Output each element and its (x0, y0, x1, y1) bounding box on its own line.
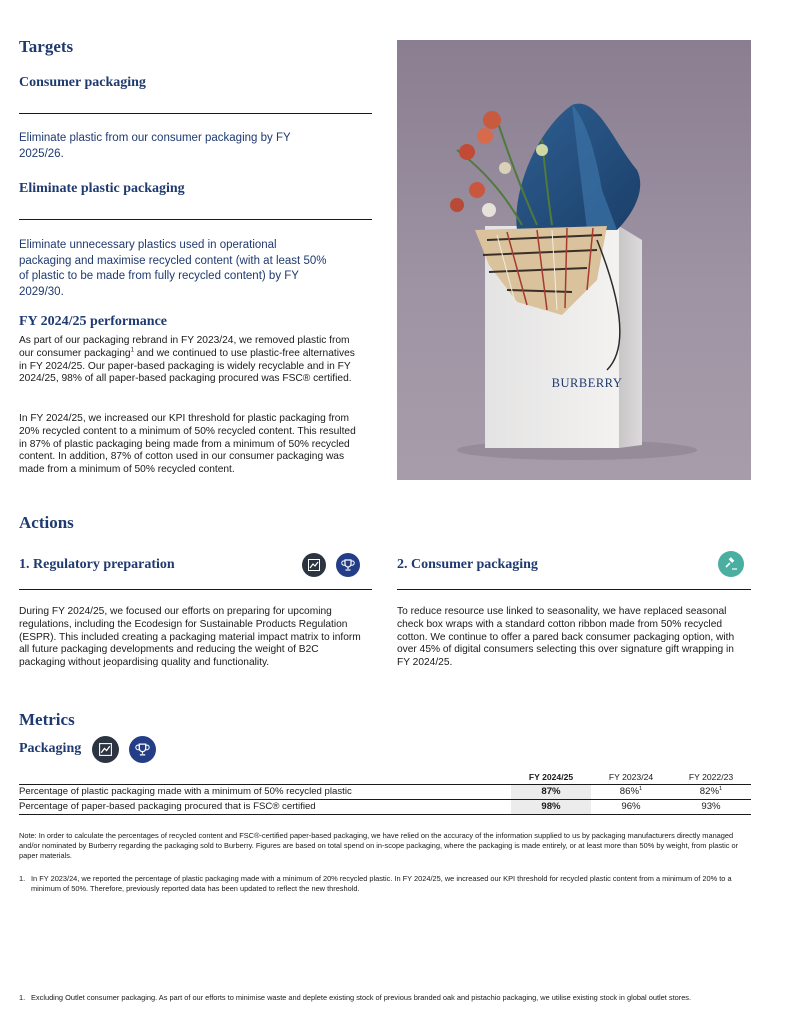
footnote-number: 1. (19, 993, 26, 1002)
table-header-fy2324: FY 2023/24 (608, 771, 654, 782)
consumer-packaging-target-title: Consumer packaging (19, 75, 146, 90)
trophy-icon (336, 553, 360, 577)
product-photo (397, 40, 751, 480)
table-header-fy2223: FY 2022/23 (688, 771, 734, 782)
row-value-fy2223: 82%$^1$ (699, 785, 723, 797)
table-header-fy2425: FY 2024/25 (528, 771, 574, 782)
row-value-fy2425: 98% (511, 799, 591, 814)
packaging-subheading: Packaging (19, 741, 82, 756)
table-row (19, 784, 751, 799)
row-value-fy2324: 86%$^1$ (619, 785, 643, 797)
performance-paragraph-1: As part of our packaging rebrand in FY 2023/24, we removed plastic from our consumer packaging$^1$ and we continued to use plastic-free alternatives in FY 2024/25. Our paper-based packaging is widely recyclable and in FY 2024/25, 98% of all paper-based packaging procured was FSC® certified. (19, 335, 355, 385)
table-row (19, 799, 751, 814)
divider (19, 219, 372, 220)
divider (19, 589, 372, 590)
row-value-fy2425: 87% (511, 784, 591, 799)
row-value-fy2223: 93% (701, 801, 721, 812)
action-2-text: To reduce resource use linked to seasonality, we have replaced seasonal check box wraps with a standard cotton ribbon made from 50% recycled cotton. We continue to offer a pared back consumer packaging option, with over 45% of digital consumers selecting this over signature gift wrapping in FY 2024/25. (397, 606, 735, 669)
footnote-number: 1. (19, 874, 26, 883)
trophy-icon (129, 736, 156, 763)
row-label: Percentage of paper-based packaging procured that is FSC® certified (19, 801, 316, 812)
footnote-text: Excluding Outlet consumer packaging. As part of our efforts to minimise waste and deplete existing stock of previous branded oak and pistachio packaging, we utilise existing stock in global outlet stores. (31, 993, 692, 1002)
action-1-title: 1. Regulatory preparation (19, 557, 175, 572)
table-header-row (19, 770, 751, 784)
row-label: Percentage of plastic packaging made with a minimum of 50% recycled plastic (19, 786, 352, 797)
bag-brand-label: BURBERRY (551, 376, 623, 390)
metrics-note: Note: In order to calculate the percentages of recycled content and FSC®-certified paper-based packaging, we have relied on the accuracy of the information supplied to us by packaging manufacturers directly managed and/or nominated by Burberry regarding the packaging sold to Burberry. Figures are based on total spend on in-scope packaging, where the packaging is made entirely, or at least more than 50% by weight, from plastic or paper materials. (19, 831, 739, 860)
gavel-icon (718, 551, 744, 577)
performance-heading: FY 2024/25 performance (19, 314, 167, 329)
table-header-label (19, 770, 511, 784)
packaging-metrics-table (19, 770, 751, 815)
gift-bag-illustration (397, 40, 751, 480)
action-1-text: During FY 2024/25, we focused our efforts on preparing for upcoming regulations, including the Ecodesign for Sustainable Products Regulation (ESPR). This included creating a packaging material impact matrix to inform all future packaging developments and reducing the weight of B2C packaging without jeopardising quality and functionality. (19, 606, 361, 669)
metrics-heading: Metrics (19, 710, 75, 729)
divider (19, 113, 372, 114)
plastic-packaging-target-text: Eliminate unnecessary plastics used in operational packaging and maximise recycled content (with at least 50% of plastic to be made from fully recycled content) by FY 2029/30. (19, 239, 327, 298)
action-2-title: 2. Consumer packaging (397, 557, 538, 572)
targets-heading: Targets (19, 37, 74, 56)
performance-paragraph-2: In FY 2024/25, we increased our KPI threshold for plastic packaging from 20% recycled content to a minimum of 50% recycled content. This resulted in 87% of plastic packaging being made from a minimum of 50% recycled content. In addition, 87% of cotton used in our consumer packaging was made from a minimum of 50% recycled content. (19, 413, 356, 476)
actions-heading: Actions (19, 513, 74, 532)
chart-icon (92, 736, 119, 763)
plastic-packaging-target-title: Eliminate plastic packaging (19, 181, 185, 196)
metrics-footnote (19, 874, 754, 894)
page-footnote (19, 993, 754, 1003)
divider (397, 589, 751, 590)
row-value-fy2324: 96% (621, 801, 641, 812)
chart-icon (302, 553, 326, 577)
consumer-packaging-target-text: Eliminate plastic from our consumer packaging by FY 2025/26. (19, 132, 291, 160)
footnote-text: In FY 2023/24, we reported the percentage of plastic packaging made with a minimum of 20% recycled plastic. In FY 2024/25, we increased our KPI threshold for recycled plastic content from a minimum of 20% to a minimum of 50%. Therefore, previously reported data has been updated to reflect the new threshold. (31, 874, 732, 893)
